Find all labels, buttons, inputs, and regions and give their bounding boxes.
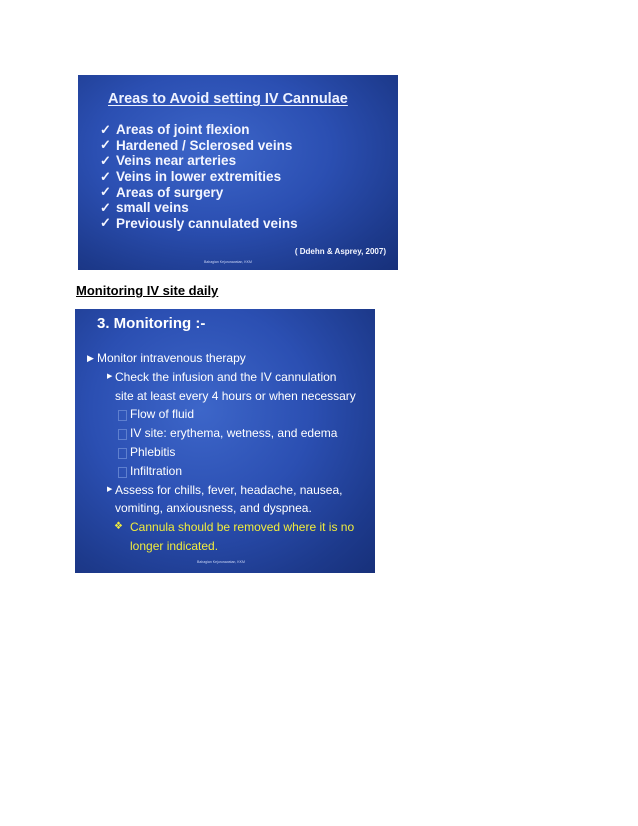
check-item: Flow of fluid bbox=[87, 405, 369, 424]
check-icon: ✓ bbox=[100, 137, 111, 153]
triangle-bullet-icon: ▶ bbox=[107, 485, 113, 493]
slide-credit: Bahagian Kejururawatan, KKM bbox=[204, 260, 252, 264]
list-item: ✓ Previously cannulated veins bbox=[100, 215, 298, 231]
list-item: ✓ small veins bbox=[100, 199, 189, 216]
diamond-bullet-icon: ❖ bbox=[114, 521, 123, 533]
check-icon: ✓ bbox=[100, 168, 111, 184]
list-item: ✓ Areas of surgery bbox=[100, 184, 224, 200]
checkbox-icon bbox=[118, 467, 127, 478]
list-item: ✓ Hardened / Sclerosed veins bbox=[100, 137, 293, 153]
highlight-continuation: longer indicated. bbox=[130, 538, 219, 553]
slide-credit: Bahagian Kejururawatan, KKM bbox=[197, 560, 245, 564]
check-item: IV site: erythema, wetness, and edema bbox=[87, 424, 369, 443]
checkbox-icon bbox=[118, 429, 127, 440]
avoid-areas-list bbox=[100, 122, 298, 231]
sub-bullet: ▶ Assess for chills, fever, headache, nausea, bbox=[87, 481, 369, 500]
check-icon: ✓ bbox=[100, 215, 111, 231]
slide1-title: Areas to Avoid setting IV Cannulae bbox=[108, 91, 348, 107]
sub-bullet: ▶ Check the infusion and the IV cannulation bbox=[87, 368, 369, 387]
monitoring-content bbox=[87, 349, 369, 556]
slide2-title: 3. Monitoring :- bbox=[97, 315, 206, 332]
check-item: Infiltration bbox=[87, 462, 369, 481]
slide-avoid-areas bbox=[78, 75, 398, 270]
check-icon: ✓ bbox=[100, 199, 111, 215]
sub-bullet-continuation: vomiting, anxiousness, and dyspnea. bbox=[115, 501, 312, 516]
list-item: ✓ Veins near arteries bbox=[100, 152, 237, 169]
list-item: ✓ Areas of joint flexion bbox=[100, 121, 250, 138]
triangle-bullet-icon: ▶ bbox=[87, 353, 94, 363]
section-caption: Monitoring IV site daily bbox=[76, 283, 219, 298]
list-item: ✓ Veins in lower extremities bbox=[100, 168, 282, 185]
slide-monitoring bbox=[75, 309, 375, 573]
checkbox-icon bbox=[118, 448, 127, 459]
highlight-point: ❖ Cannula should be removed where it is no bbox=[87, 518, 369, 537]
checkbox-icon bbox=[118, 410, 127, 421]
bullet-point: ▶ Monitor intravenous therapy bbox=[87, 349, 369, 368]
check-item: Phlebitis bbox=[87, 443, 369, 462]
check-icon: ✓ bbox=[100, 152, 111, 168]
check-icon: ✓ bbox=[100, 184, 111, 200]
triangle-bullet-icon: ▶ bbox=[107, 372, 113, 380]
sub-bullet-continuation: site at least every 4 hours or when necessary bbox=[115, 388, 356, 403]
check-icon: ✓ bbox=[100, 121, 111, 137]
citation: ( Ddehn & Asprey, 2007) bbox=[294, 247, 386, 256]
